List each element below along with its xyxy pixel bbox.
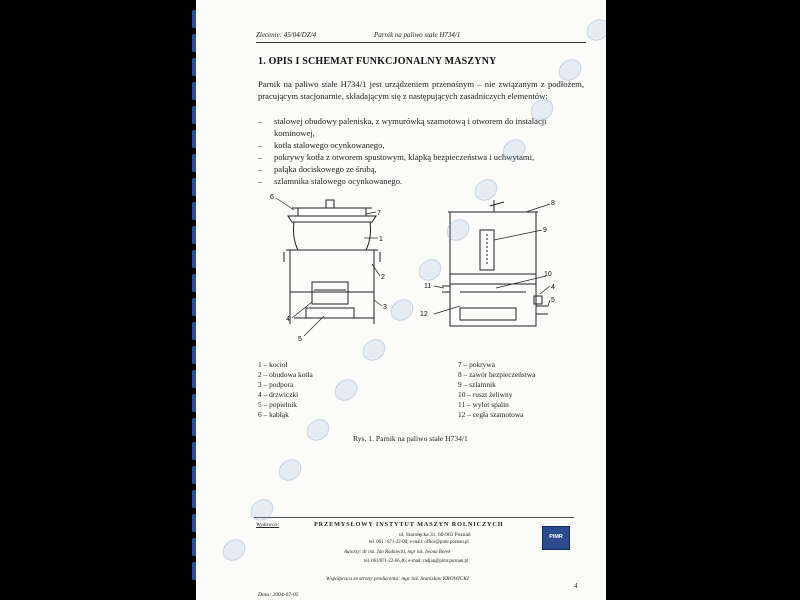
list-item: – pałąka dociskowego ze śrubą, [258, 163, 588, 175]
figure-legend-left [258, 360, 313, 420]
callout-12: 12 [420, 311, 428, 318]
callout-1: 1 [379, 236, 383, 243]
callout-11: 11 [424, 283, 432, 290]
logo-text: PIMR [549, 534, 563, 540]
authors-line: Autorzy: dr inż. Jan Radniecki, mgr inż. Iwona Borek [344, 550, 451, 555]
list-item: – pokrywy kotła z otworem spustowym, klapką bezpieczeństwa i uchwytami, [258, 151, 588, 163]
legend-item: 6 – kabłąk [258, 410, 289, 419]
figure-caption: Rys. 1. Parnik na paliwo stałe H734/1 [353, 434, 468, 443]
footer-divider [254, 517, 574, 518]
side-view-drawing [284, 200, 380, 324]
callout-4: 4 [286, 316, 290, 323]
component-list [258, 115, 588, 187]
legend-item: 12 – cegła szamotowa [458, 410, 524, 419]
list-item: – stalowej obudowy paleniska, z wymurówką szamotową i otworem do instalacji kominowej, [258, 115, 588, 139]
watermark-stamp [274, 455, 305, 485]
header-order-number: Zlecenie: 45/04/DZ/4 [256, 31, 317, 39]
legend-item: 11 – wylot spalin [458, 400, 509, 409]
callout-10: 10 [544, 271, 552, 278]
callout-3: 3 [383, 304, 387, 311]
pimr-logo [542, 526, 570, 550]
legend-item: 2 – obudowa kotła [258, 370, 313, 379]
watermark-stamp [218, 535, 249, 565]
legend-item: 7 – pokrywa [458, 360, 495, 369]
legend-item: 8 – zawór bezpieczeństwa [458, 370, 536, 379]
authors-contact: tel. 061/871-22-66,46; e-mail: radjan@pimr.poznan.pl [364, 559, 469, 564]
legend-item: 9 – szlamnik [458, 380, 496, 389]
callout-6: 6 [270, 194, 274, 201]
publisher-label: Wydawca: [256, 522, 280, 528]
page-number: 4 [574, 582, 578, 590]
institute-contact: tel. 061 / 871-22-00; e-mail: office@pimr.poznan.pl [369, 540, 469, 545]
legend-item: 4 – drzwiczki [258, 390, 299, 399]
callout-4b: 4 [551, 284, 555, 291]
watermark-stamp [330, 375, 361, 405]
legend-item: 1 – kocioł [258, 360, 288, 369]
callout-8: 8 [551, 200, 555, 207]
callout-5b: 5 [551, 297, 555, 304]
legend-item: 5 – popielnik [258, 400, 298, 409]
page-footer [254, 520, 584, 600]
callout-9: 9 [543, 227, 547, 234]
header-machine-name: Parnik na paliwo stałe H734/1 [374, 31, 461, 39]
section-title: 1. OPIS I SCHEMAT FUNKCJONALNY MASZYNY [258, 56, 497, 67]
page-header [256, 28, 586, 43]
document-page [196, 0, 606, 600]
legend-item: 3 – podpora [258, 380, 294, 389]
producer-cooperation: Współpraca ze strony producenta: mgr inż. Stanisław KROWICKI [326, 576, 469, 582]
intro-paragraph: Parnik na paliwo stałe H734/1 jest urządzeniem przenośnym – nie związanym z podłożem, pracującym stacjonarnie, składającym się z następujących zasadniczych elementów: [258, 79, 584, 101]
figure-legend-right [458, 360, 535, 420]
leader-lines [276, 198, 550, 336]
list-item: – kotła stalowego ocynkowanego, [258, 139, 588, 151]
callout-7: 7 [377, 210, 381, 217]
legend-item: 10 – ruszt żeliwny [458, 390, 513, 399]
list-item: – szlamnika stalowego ocynkowanego. [258, 175, 588, 187]
machine-schematic [264, 190, 564, 350]
institute-address: ul. Starołęcka 31, 60-963 Poznań [399, 532, 471, 538]
callout-2: 2 [381, 274, 385, 281]
document-date: Data: 2004-07-05 [258, 592, 299, 598]
callout-5: 5 [298, 336, 302, 343]
institute-name: PRZEMYSŁOWY INSTYTUT MASZYN ROLNICZYCH [314, 521, 504, 528]
